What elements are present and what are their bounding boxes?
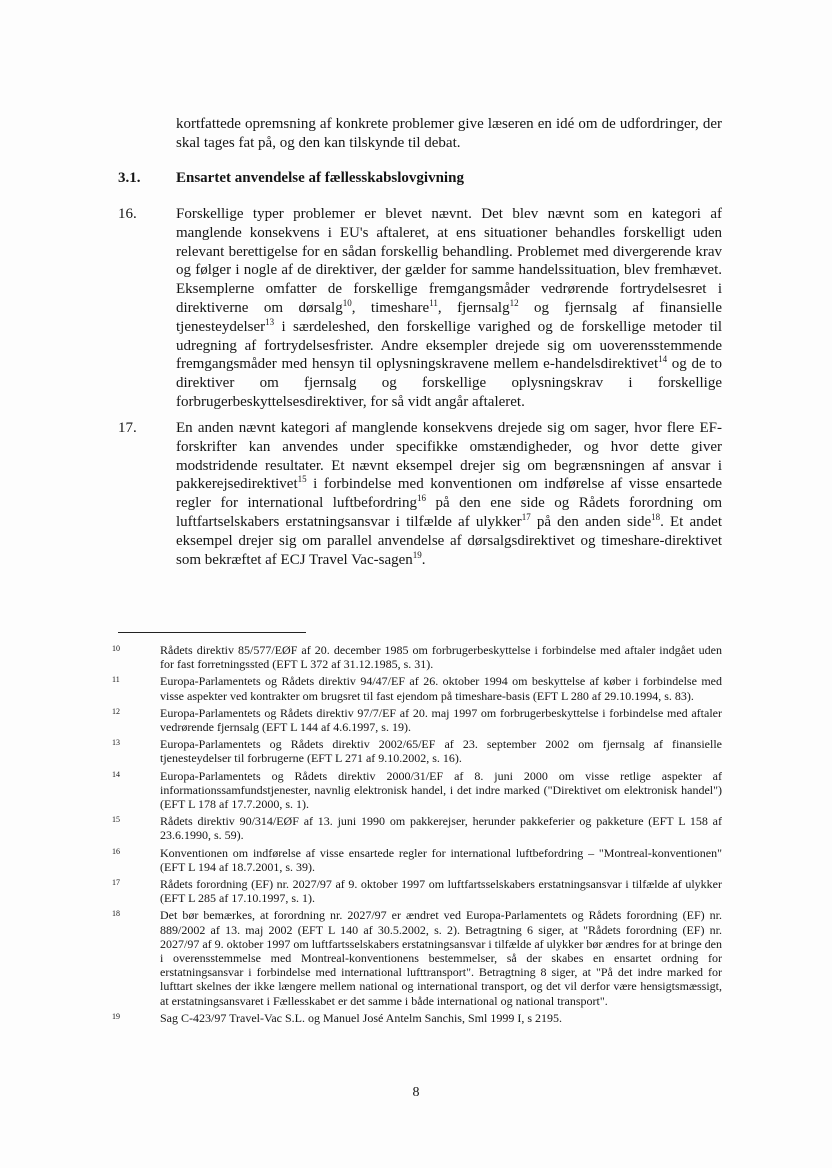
paragraph-body [176,419,722,569]
footnote-text: Europa-Parlamentets og Rådets direktiv 94/47/EF af 26. oktober 1994 om beskyttelse af køber i forbindelse med visse aspekter ved kontrakter om brugsret til fast ejendom på timeshare-basis (EFT L 280 af 29.10.1994, s. 83). [160,674,722,703]
paragraph-16 [118,205,722,412]
footnote-ref: 14 [658,354,668,365]
text-segment: og fjernsalg af finansielle tjenesteydelser [176,299,722,335]
footnote-text: Europa-Parlamentets og Rådets direktiv 97/7/EF af 20. maj 1997 om forbrugerbeskyttelse i forbindelse med aftaler vedrørende fjernsalg (EFT L 144 af 4.6.1997, s. 19). [160,705,722,735]
paragraph-body [176,205,722,412]
footnote [112,846,722,874]
text-segment: og de to direktiver om fjernsalg og forskellige oplysningskrav i forskellige forbrugerbeskyttelsesdirektiver, for så vidt angår aftaleret. [176,356,722,410]
text-segment: på den ene side og Rådets forordning om luftfartselskabers erstatningsansvar i tilfælde af ulykker [176,495,722,530]
text-segment: , timeshare [351,299,430,316]
footnote-ref: 13 [265,316,275,327]
footnote [112,643,722,671]
footnote-ref: 15 [297,474,307,485]
footnote-number: 16 [112,846,120,856]
text-segment: i forbindelse med konventionen om indførelse af visse ensartede regler for international luftbefordring [176,476,722,512]
footnote-number: 10 [112,644,120,653]
footnote-ref: 12 [509,297,519,308]
footnote-text: Europa-Parlamentets og Rådets direktiv 2002/65/EF af 23. september 2002 om fjernsalg af finansielle tjenesteydelser til forbrugerne (EFT L 271 af 9.10.2002, s. 16). [160,737,722,766]
text-segment: En anden nævnt kategori af manglende konsekvens drejede sig om sager, hvor flere EF-forskrifter kan anvendes under specifikke omstændigheder, og hvor dette giver modstridende resultater. Et nævnt eksempel drejer sig om begrænsningen af ansvar i pakkerejsedirektivet [176,420,722,493]
footnote [112,877,722,905]
footnote-text: Rådets direktiv 85/577/EØF af 20. december 1985 om forbrugerbeskyttelse i forbindelse med aftaler indgået uden for fast forretningssted (EFT L 372 af 31.12.1985, s. 31). [160,643,722,672]
footnote [112,737,722,765]
paragraph-17 [118,419,722,569]
text-segment: Forskellige typer problemer er blevet nævnt. Det blev nævnt som en kategori af manglende konsekvens i EU's aftaleret, at ens situationer behandles forskelligt uden relevant berettigelse for en sådan forskellig behandling. Problemet med divergerende krav og følger i nogle af de direktiver, der gælder for samme handelssituation, blev fremhævet. Eksemplerne omfatter de forskellige fremgangsmåder vedrørende fortrydelsesret i direktiverne om dørsalg [176,206,722,316]
footnote-number: 14 [112,769,120,779]
footnote-ref: 16 [416,493,426,504]
footnote [112,769,722,812]
section-number: 3.1. [118,170,141,186]
footnote-number: 11 [112,675,120,685]
footnote-text: Det bør bemærkes, at forordning nr. 2027/97 er ændret ved Europa-Parlamentets og Rådets forordning (EF) nr. 889/2002 af 13. maj 2002 (EFT L 140 af 30.5.2002, s. 2). Betragtning 6 siger, at "Rådets forordning (EF) nr. 2027/97 af 9. oktober 1997 om luftfartsselskabers erstatningsansvar i tilfælde af ulykker bør ændres for at bringe den i overensstemmelse med Montreal-konventionens bestemmelser, så der skabes en ensartet ordning for erstatningsansvar i forbindelse med international lufttransport". Betragtning 8 siger, at "På det indre marked for lufttart skelnes der ikke længere mellem national og international transport, og det vil derfor være hensigtsmæssigt, at erstatningsansvaret i Fællesskabet er det samme i både international og national transport". [160,908,722,1008]
footnote-number: 19 [112,1011,120,1021]
footnote-ref: 19 [412,549,422,560]
footnote-number: 17 [112,878,120,888]
page-number: 8 [412,1085,420,1100]
footnote [112,908,722,1007]
paragraph-number: 16. [118,206,137,222]
text-segment: i særdeleshed, den forskellige varighed og de forskellige metoder til udregning af fortrydelsesfrister. Andre eksempler drejede sig om uoverensstemmende fremgangsmåder med hensyn til oplysningskravene mellem e-handelsdirektivet [176,318,722,373]
footnote [112,674,722,702]
footnote-number: 18 [112,909,120,919]
footnote [112,706,722,734]
footnote-separator [118,632,306,633]
footnote-number: 12 [112,706,120,716]
footnote-text: Sag C-423/97 Travel-Vac S.L. og Manuel José Antelm Sanchis, Sml 1999 I, s 2195. [160,1010,562,1025]
text-segment: , fjernsalg [437,299,510,316]
footnote-number: 13 [112,738,120,748]
footnote-ref: 11 [429,297,438,308]
footnote-ref: 18 [651,511,661,522]
text-segment: . [421,551,426,568]
footnote-number: 15 [112,815,120,825]
footnote [112,1011,722,1025]
intro-paragraph: kortfattede opremsning af konkrete problemer give læseren en idé om de udfordringer, der skal tages fat på, og den kan tilskynde til debat. [176,116,722,151]
footnote-text: Rådets forordning (EF) nr. 2027/97 af 9. oktober 1997 om luftfartsselskabers erstatningsansvar i tilfælde af ulykker (EFT L 285 af 17.10.1997, s. 1). [160,877,722,906]
footnote-text: Konventionen om indførelse af visse ensartede regler for international luftbefordring – "Montreal-konventionen" (EFT L 194 af 18.7.2001, s. 39). [160,845,722,874]
footnote-ref: 10 [342,297,352,308]
footnote [112,814,722,842]
footnote-text: Europa-Parlamentets og Rådets direktiv 2000/31/EF af 8. juni 2000 om visse retlige aspekter af informationssamfundstjenester, navnlig elektronisk handel, i det indre marked ("Direktivet om elektronisk handel") (EFT L 178 af 17.7.2000, s. 1). [160,768,722,812]
footnote-ref: 17 [521,511,531,522]
footnotes [112,643,722,1028]
section-title: Ensartet anvendelse af fællesskabslovgivning [176,170,464,186]
text-segment: . Et andet eksempel drejer sig om parallel anvendelse af dørsalgsdirektivet og timeshare-direktivet som bekræftet af ECJ Travel Vac-sagen [176,513,722,568]
footnote-text: Rådets direktiv 90/314/EØF af 13. juni 1990 om pakkerejser, herunder pakkeferier og pakketure (EFT L 158 af 23.6.1990, s. 59). [160,814,722,843]
paragraph-number: 17. [118,420,137,436]
text-segment: på den anden side [530,513,652,530]
